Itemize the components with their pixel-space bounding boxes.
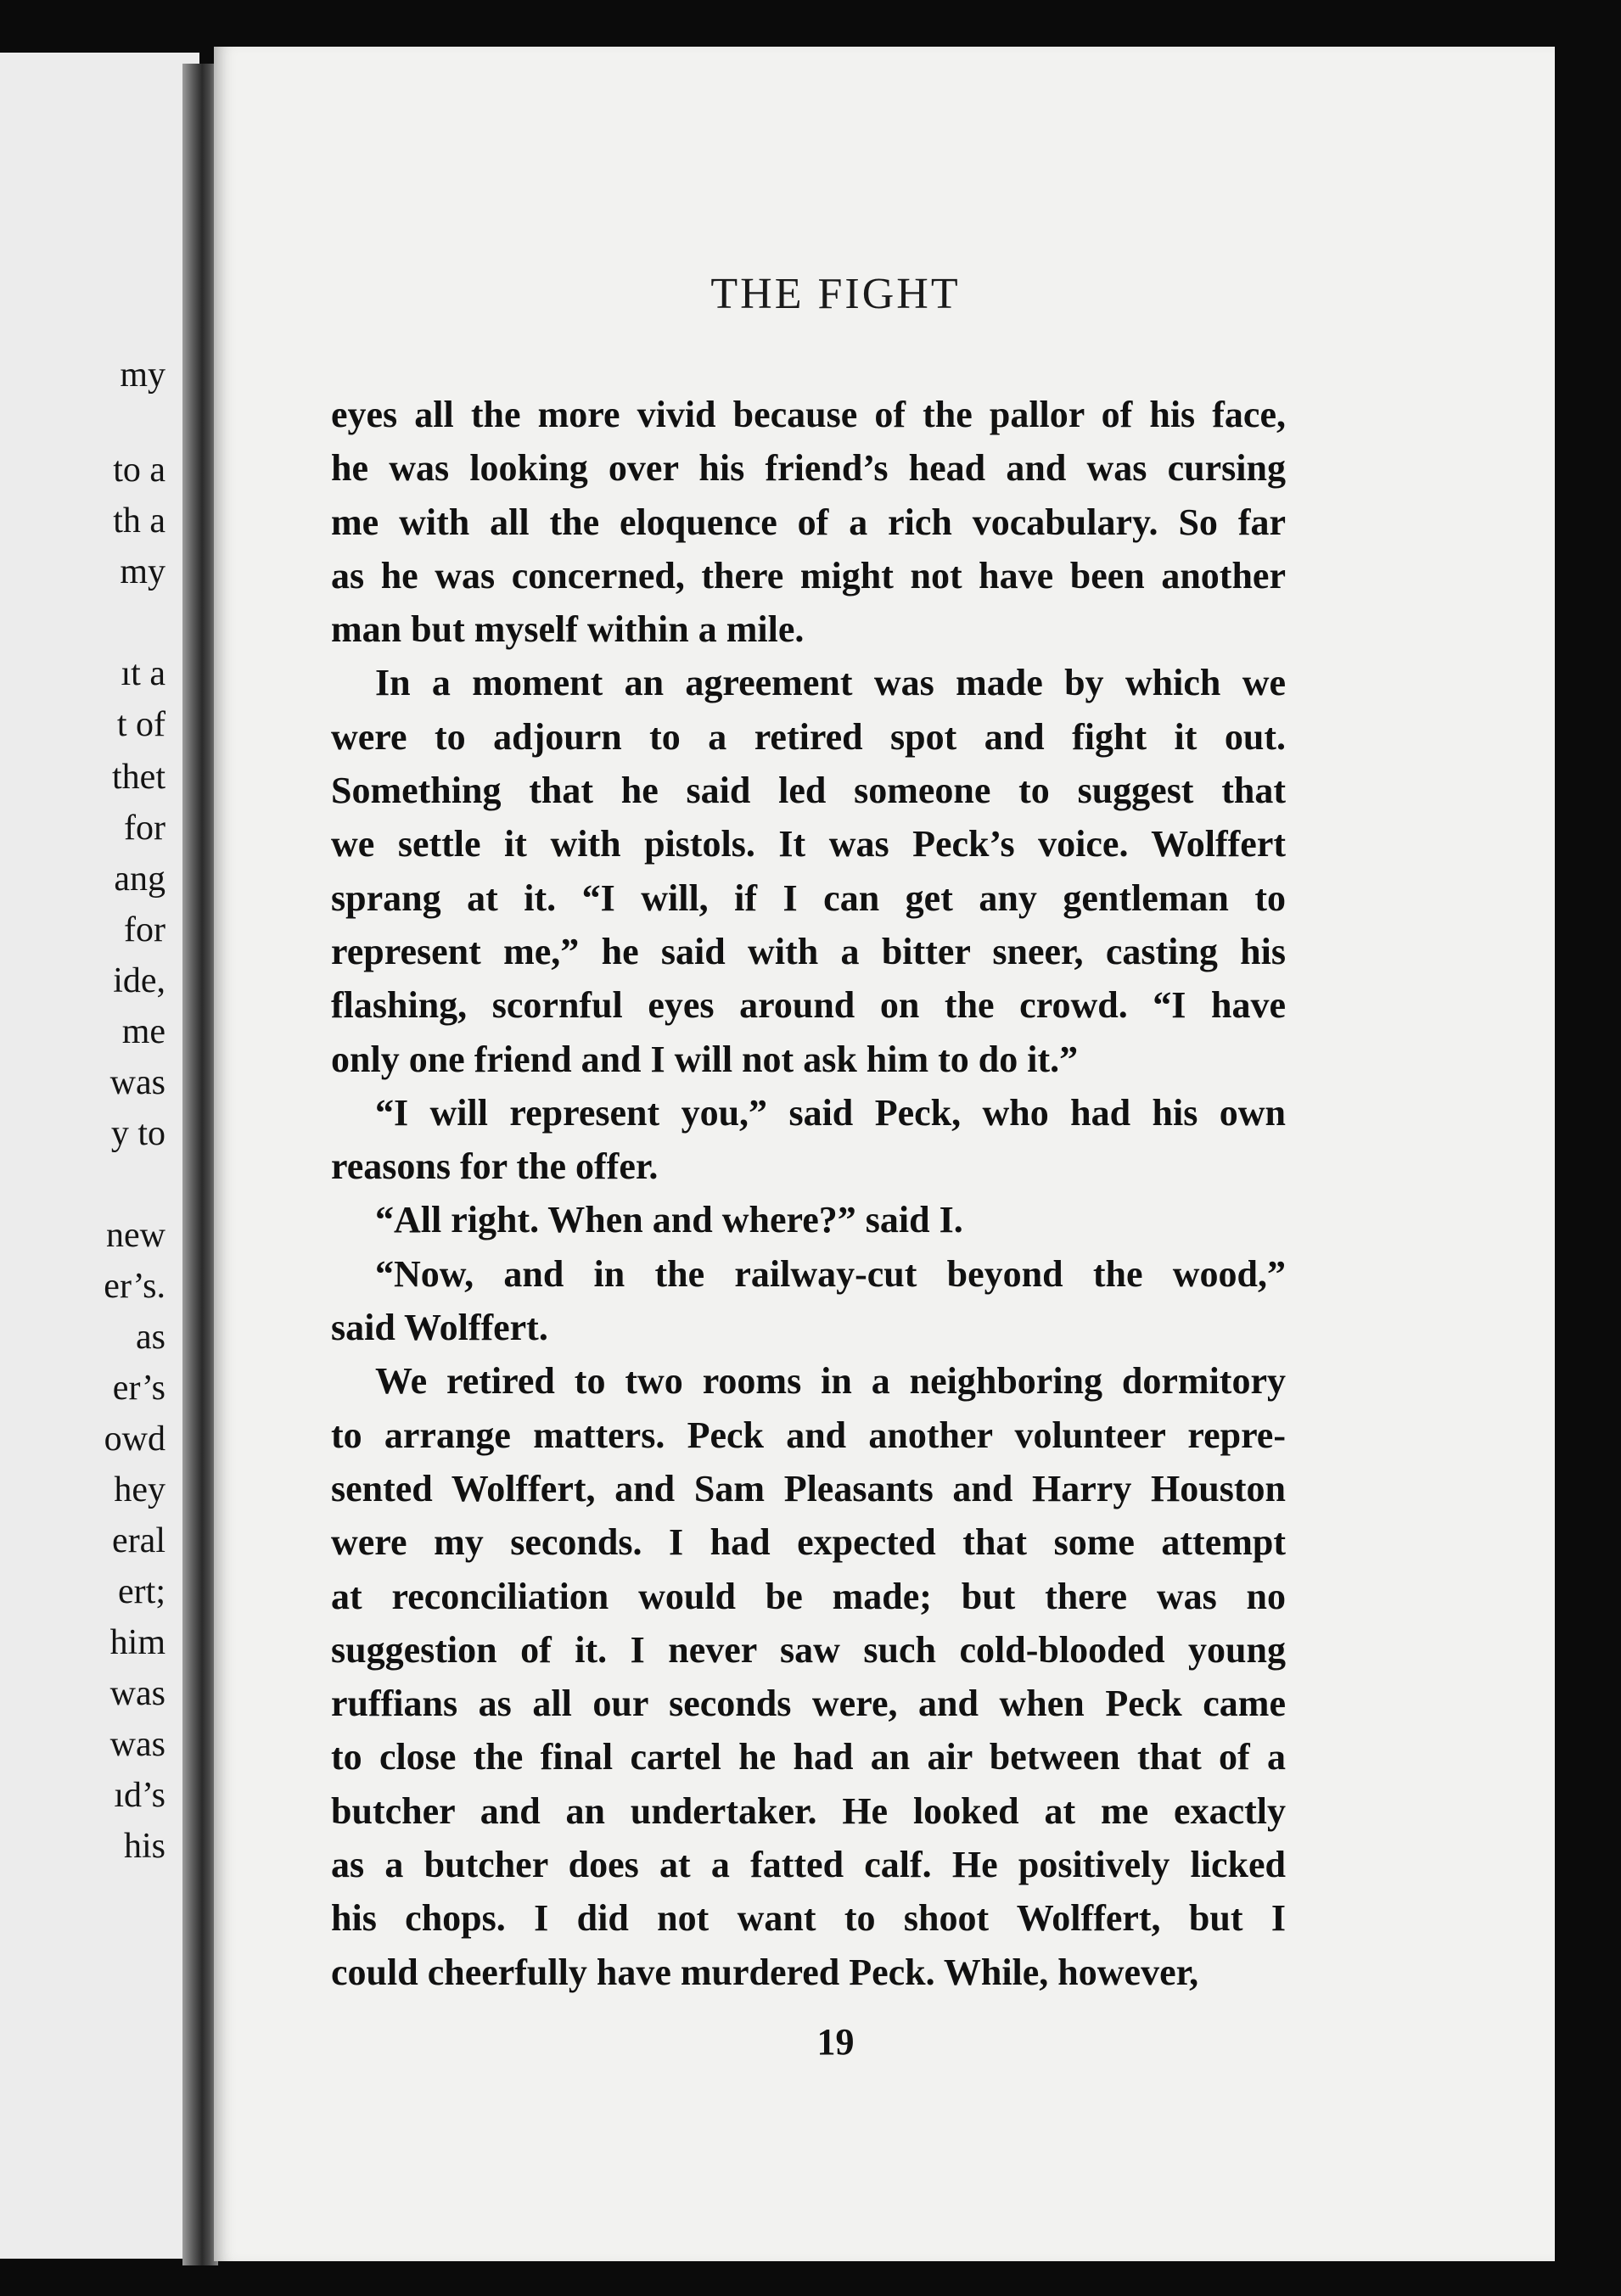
text-line: represent me,” he said with a bitter sneer, casting his (331, 930, 1286, 972)
text-line: “Now, and in the railway-cut beyond the wood,” (375, 1252, 1286, 1295)
facing-page-line: his (123, 1827, 165, 1866)
facing-page-line: him (109, 1623, 165, 1662)
text-line: reasons for the offer. (331, 1145, 659, 1188)
facing-page-left (0, 53, 199, 2259)
facing-page-line: was (109, 1063, 165, 1102)
facing-page-line: ide, (113, 961, 165, 1000)
text-line: his chops. I did not want to shoot Wolffert, but I (331, 1897, 1286, 1940)
facing-page-line: ıd’s (114, 1776, 165, 1815)
text-line: In a moment an agreement was made by which we (375, 662, 1286, 704)
facing-page-line: y to (110, 1114, 165, 1153)
text-line: he was looking over his friend’s head and was cursing (331, 447, 1286, 490)
facing-page-line: eral (112, 1521, 165, 1560)
facing-page-line: for (124, 809, 165, 848)
facing-page-line: me (121, 1012, 165, 1051)
page-number: 19 (816, 2021, 855, 2063)
text-line: were my seconds. I had expected that some attempt (331, 1521, 1286, 1564)
facing-page-line: hey (114, 1470, 165, 1509)
facing-page-line: th a (113, 501, 165, 540)
text-line: sprang at it. “I will, if I can get any gentleman to (331, 876, 1286, 919)
facing-page-line: er’s (112, 1369, 165, 1408)
facing-page-line: my (120, 552, 165, 591)
text-line: we settle it with pistols. It was Peck’s voice. Wolffert (331, 823, 1286, 865)
text-line: at reconciliation would be made; but there was no (331, 1575, 1286, 1617)
facing-page-line: as (136, 1318, 165, 1357)
text-line: man but myself within a mile. (331, 608, 805, 651)
facing-page-line: was (109, 1725, 165, 1764)
facing-page-line: new (106, 1216, 165, 1255)
text-line: as a butcher does at a fatted calf. He positively licked (331, 1844, 1286, 1886)
text-line: could cheerfully have murdered Peck. While, however, (331, 1951, 1199, 1993)
facing-page-line: ert; (118, 1572, 165, 1611)
facing-page-line: ıt a (121, 654, 165, 693)
running-head: THE FIGHT (710, 270, 961, 318)
text-line: suggestion of it. I never saw such cold-blooded young (331, 1628, 1286, 1671)
facing-page-text (0, 53, 199, 2259)
text-line: Something that he said led someone to suggest that (331, 770, 1286, 812)
text-line: “All right. When and where?” said I. (375, 1199, 963, 1241)
facing-page-line: for (124, 910, 165, 949)
scan-border (1555, 47, 1621, 2295)
text-line: “I will represent you,” said Peck, who had his own (375, 1091, 1286, 1134)
text-line: flashing, scornful eyes around on the crowd. “I have (331, 984, 1286, 1027)
book-page (214, 47, 1555, 2261)
facing-page-line: to a (113, 451, 165, 490)
facing-page-line: was (109, 1674, 165, 1713)
facing-page-line: er’s. (104, 1267, 165, 1306)
text-line: sented Wolffert, and Sam Pleasants and Harry Houston (331, 1467, 1286, 1509)
facing-page-line: t of (116, 705, 165, 744)
facing-page-line: thet (112, 758, 165, 797)
text-line: We retired to two rooms in a neighboring dormitory (375, 1360, 1286, 1403)
text-line: said Wolffert. (331, 1307, 548, 1349)
text-line: to close the final cartel he had an air between that of a (331, 1736, 1286, 1778)
text-line: butcher and an undertaker. He looked at me exactly (331, 1789, 1286, 1832)
facing-page-line: owd (104, 1420, 165, 1459)
text-line: eyes all the more vivid because of the pallor of his face, (331, 394, 1286, 435)
facing-page-line: ang (114, 860, 165, 899)
text-line: me with all the eloquence of a rich vocabulary. So far (331, 501, 1286, 543)
facing-page-line: my (120, 356, 165, 395)
text-line: as he was concerned, there might not have been another (331, 554, 1286, 596)
body-text (331, 388, 1286, 1999)
text-line: only one friend and I will not ask him to do it.” (331, 1038, 1079, 1080)
text-line: to arrange matters. Peck and another volunteer repre- (331, 1414, 1286, 1456)
book-gutter (182, 64, 218, 2265)
text-line: were to adjourn to a retired spot and fight it out. (331, 715, 1286, 758)
text-line: ruffians as all our seconds were, and when Peck came (331, 1683, 1286, 1725)
